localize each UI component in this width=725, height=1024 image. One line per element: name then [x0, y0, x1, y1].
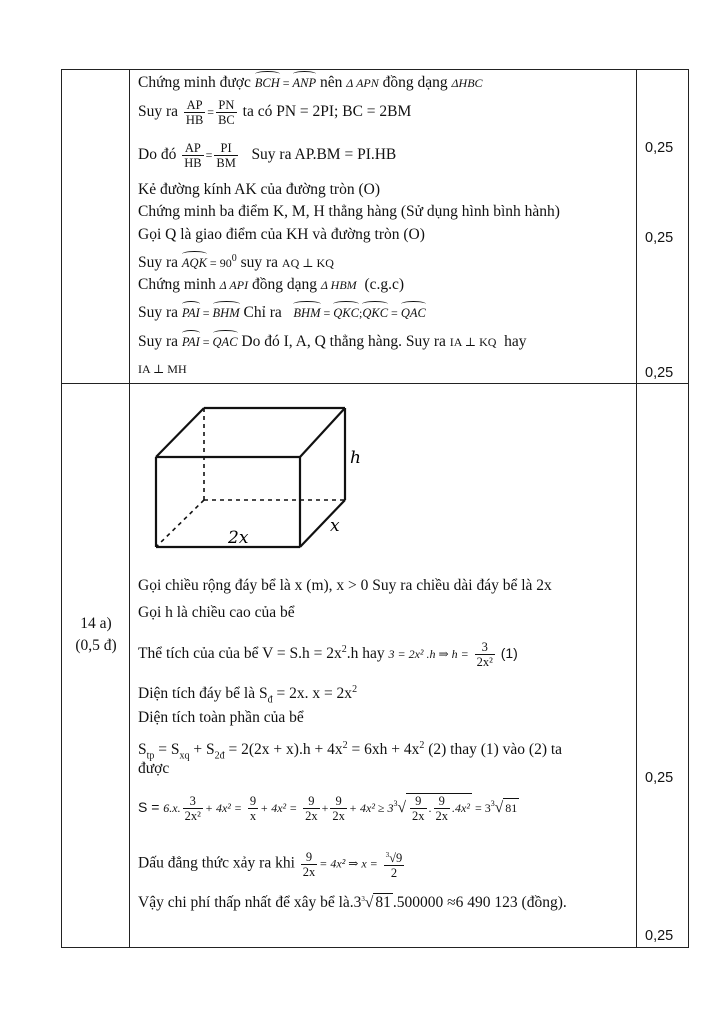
- box-edge: [300, 408, 345, 457]
- table-border-left: [61, 69, 62, 948]
- s1-line-9: Suy ra PAI = BHM Chỉ ra BHM = QKC;QKC = QAC: [138, 304, 426, 321]
- s1-line-1: Chứng minh được BCH = ANP nên Δ APN đồng dạng ΔHBC: [138, 74, 483, 91]
- label-h: h: [350, 448, 361, 468]
- score-s1-2: 0,25: [645, 230, 674, 246]
- score-s1-3: 0,25: [645, 365, 674, 381]
- s2-line-1: Gọi chiều rộng đáy bể là x (m), x > 0 Suy ra chiều dài đáy bể là 2x: [138, 577, 552, 594]
- s2-line-5: Diện tích toàn phần của bể: [138, 709, 304, 726]
- s2-line-3: Thể tích của của bể $V = S.h = 2x^2.h$ hay 3 = 2x² .h ⇒ h = $\frac{3}{\text{2x²}}$ (1): [138, 640, 518, 669]
- score-s2-2: 0,25: [645, 928, 674, 944]
- table-border-right: [688, 69, 689, 948]
- label-2x: 2x: [228, 528, 249, 548]
- s2-line-10: Vậy chi phí thấp nhất để xây bể $là.3^3√$ 81 .500000 ≈6 490 123 (đồng).: [138, 894, 567, 912]
- s1-line-3: Do đó $\frac{AP}{HB}$ = $\frac{PI}{BM}$ Suy ra AP.BM = PI.HB: [138, 141, 397, 170]
- table-col-divider-1: [129, 69, 130, 948]
- question-number: 14 a): [80, 615, 112, 632]
- score-s2-1: 0,25: [645, 770, 674, 786]
- label-x: x: [330, 516, 340, 536]
- s2-line-2: Gọi h là chiều cao của bể: [138, 604, 295, 621]
- table-border-bottom: [61, 947, 689, 948]
- s1-line-8: Chứng minh Δ API đồng dạng Δ HBM (c.g.c): [138, 276, 405, 293]
- s1-line-2: Suy ra $\frac{AP}{HB}$ = $\frac{PN}{BC}$ ta có PN = 2PI; BC = 2BM: [138, 98, 412, 127]
- question-points: (0,5 đ): [75, 637, 117, 654]
- s1-line-4: Kẻ đường kính AK của đường tròn (O): [138, 181, 380, 198]
- s2-line-4: Diện tích đáy bể là $S_đ = 2x$. $x = 2x^2$: [138, 684, 358, 706]
- s2-line-9: Dấu đẳng thức xảy ra khi $\frac{9}{2x}$ = 4x² ⇒ x = $\frac{^3√9}{2}$: [138, 849, 403, 881]
- s2-line-6: $S_{tp} = S_{xq} + S_{2đ} = 2(2x + x).h + 4x^2 = 6xh + 4x^2$ (2) thay (1) vào (2) ta: [138, 740, 563, 762]
- s1-line-7: Suy ra AQK = $90^0$ suy ra AQ ⊥ KQ: [138, 253, 334, 272]
- s2-line-7: được: [138, 760, 170, 777]
- table-row-divider: [61, 383, 689, 384]
- box-figure: [140, 395, 380, 565]
- score-s1-1: 0,25: [645, 140, 674, 156]
- table-border-top: [61, 69, 689, 70]
- s1-line-6: Gọi Q là giao điểm của KH và đường tròn (O): [138, 226, 425, 243]
- box-edge: [156, 408, 204, 457]
- table-col-divider-2: [636, 69, 637, 948]
- box-hidden-edge: [156, 500, 204, 547]
- s1-line-5: Chứng minh ba điểm K, M, H thẳng hàng (Sử dụng hình bình hành): [138, 203, 560, 220]
- s1-line-10: Suy ra PAI = QAC Do đó I, A, Q thẳng hàng. Suy ra IA ⊥ KQ hay: [138, 333, 527, 350]
- s2-line-8: S = 6.x. $\frac{3}{\text{2x²}}$ + 4x² = $\frac{9}{x}$ + 4x² = $\frac{9}{2x}$ + $\frac{9}{2x}$ + $4x^2 \ge 3^3√$ $\frac{9}{2x}$ . $\frac{9}{2x}$ $.4x^2 = 3^3√$ 81: [138, 794, 518, 823]
- s1-line-11: IA ⊥ MH: [138, 362, 187, 376]
